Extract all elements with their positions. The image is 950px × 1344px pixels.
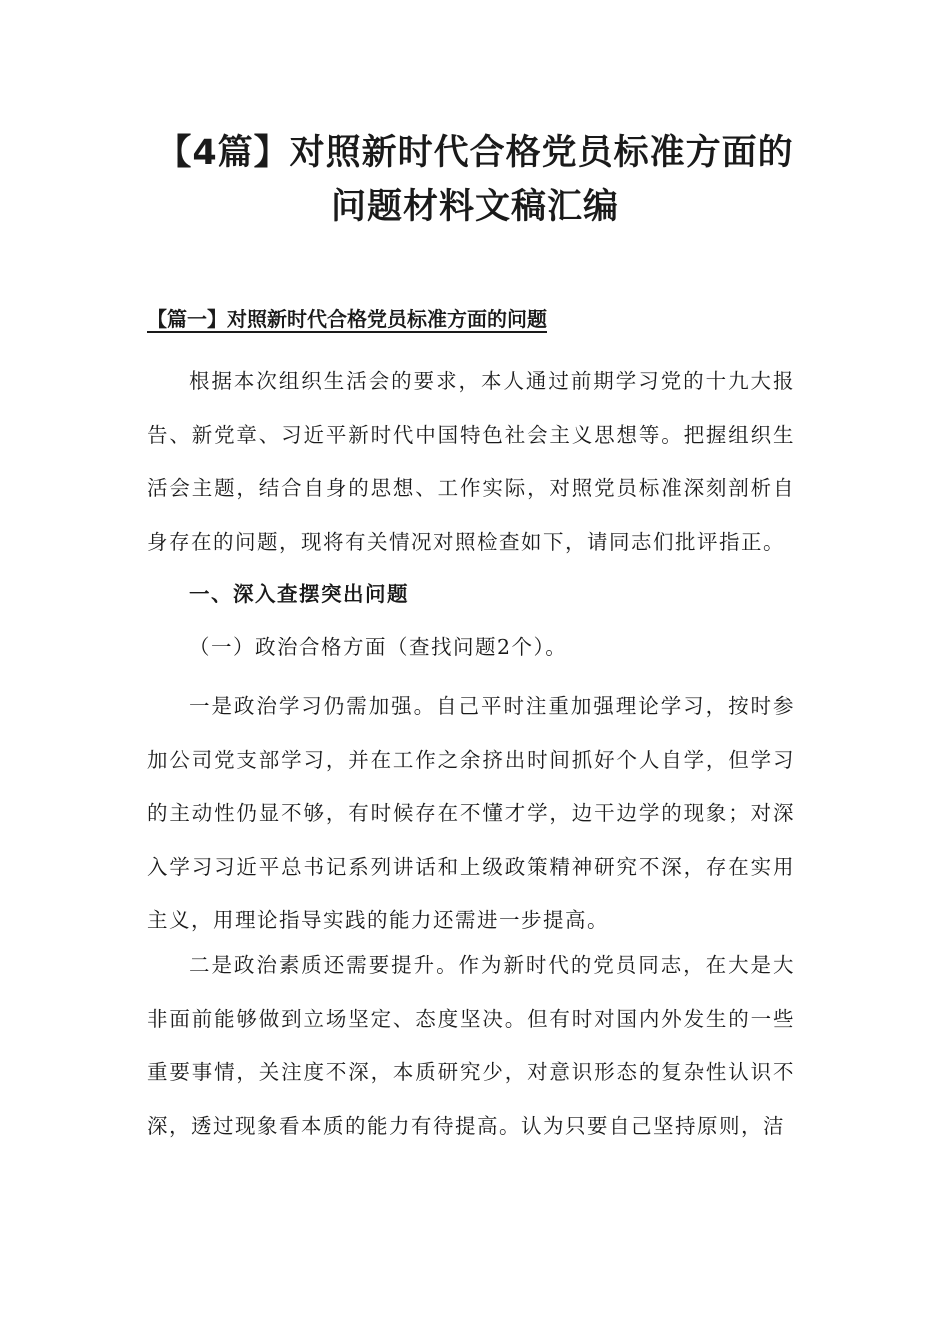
section-heading: 【篇一】对照新时代合格党员标准方面的问题 [147,307,547,331]
body-paragraph-1: 一是政治学习仍需加强。自己平时注重加强理论学习，按时参加公司党支部学习，并在工作之余挤出时间抓好个人自学，但学习的主动性仍显不够，有时候存在不懂才学，边干边学的现象；对深入学习习近平总书记系列讲话和上级政策精神研究不深，存在实用主义，用理论指导实践的能力还需进一步提高。 [147,694,795,932]
subheading-level-1: 一、深入查摆突出问题 [189,582,409,606]
body-paragraph-2: 二是政治素质还需要提升。作为新时代的党员同志，在大是大非面前能够做到立场坚定、态度坚决。但有时对国内外发生的一些重要事情，关注度不深，本质研究少，对意识形态的复杂性认识不深，透过现象看本质的能力有待提高。认为只要自己坚持原则，洁 [147,953,795,1138]
subheading-level-2: （一）政治合格方面（查找问题2个）。 [189,635,568,659]
document-title: 【4篇】对照新时代合格党员标准方面的问题材料文稿汇编 [156,133,794,227]
intro-paragraph: 根据本次组织生活会的要求，本人通过前期学习党的十九大报告、新党章、习近平新时代中国特色社会主义思想等。把握组织生活会主题，结合自身的思想、工作实际，对照党员标准深刻剖析自身存在的问题，现将有关情况对照检查如下，请同志们批评指正。 [147,369,795,554]
